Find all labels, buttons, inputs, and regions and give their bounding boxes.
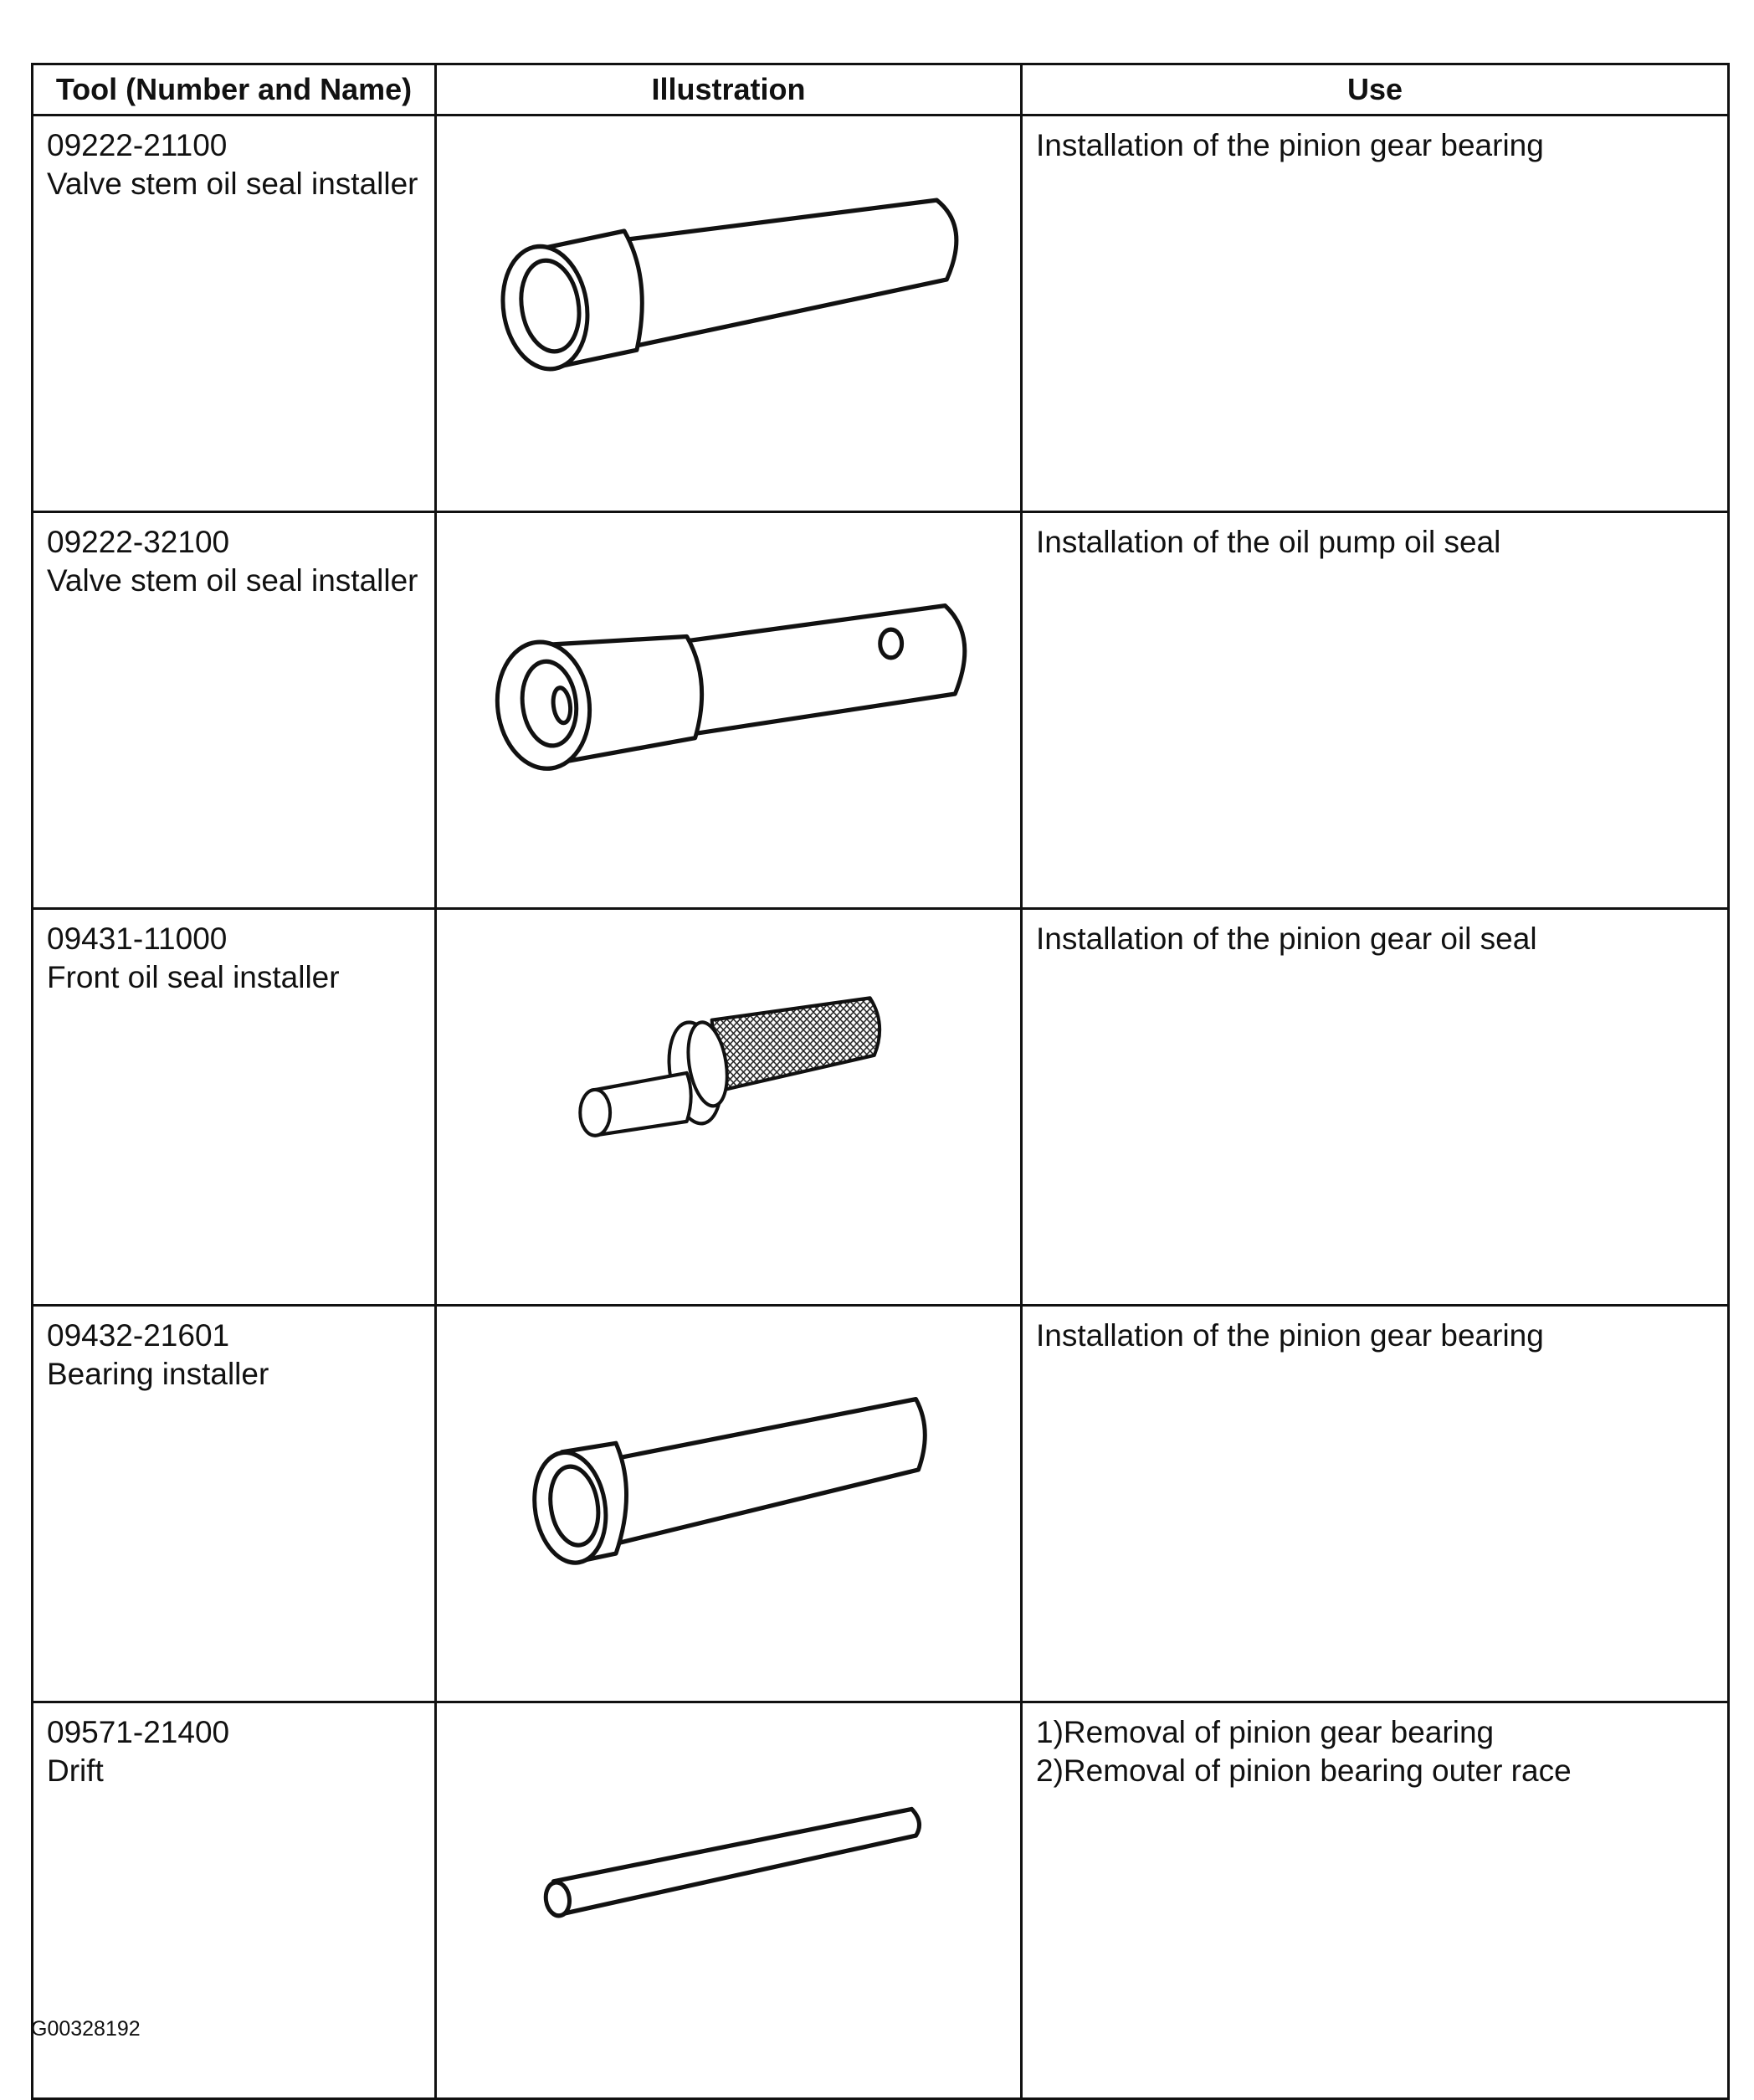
special-tools-table bbox=[31, 63, 1730, 2100]
table-row bbox=[33, 1306, 1729, 1702]
use-cell bbox=[1022, 909, 1729, 1306]
front-oil-seal-installer-icon bbox=[437, 910, 1020, 1304]
tool-name: Valve stem oil seal installer bbox=[47, 563, 418, 598]
table-row bbox=[33, 1702, 1729, 2099]
use-cell bbox=[1022, 116, 1729, 512]
table-header-row bbox=[33, 64, 1729, 116]
table-row bbox=[33, 512, 1729, 909]
tool-name: Valve stem oil seal installer bbox=[47, 167, 418, 201]
figure-code: G00328192 bbox=[31, 2017, 141, 2041]
table-row bbox=[33, 116, 1729, 512]
drift-icon bbox=[437, 1703, 1020, 2097]
header-tool: Tool (Number and Name) bbox=[33, 64, 436, 116]
use-cell bbox=[1022, 512, 1729, 909]
header-use: Use bbox=[1022, 64, 1729, 116]
tool-name: Front oil seal installer bbox=[47, 960, 340, 994]
use-text: 1)Removal of pinion gear bearing bbox=[1036, 1715, 1495, 1749]
use-text: Installation of the pinion gear oil seal bbox=[1036, 922, 1537, 956]
tool-cell bbox=[33, 1306, 436, 1702]
use-cell bbox=[1022, 1702, 1729, 2099]
tool-cell bbox=[33, 512, 436, 909]
tool-cell bbox=[33, 116, 436, 512]
use-cell bbox=[1022, 1306, 1729, 1702]
tool-cell bbox=[33, 909, 436, 1306]
valve-stem-seal-installer-icon bbox=[437, 116, 1020, 511]
use-text: 2)Removal of pinion bearing outer race bbox=[1036, 1753, 1572, 1788]
valve-stem-seal-installer-with-hole-icon bbox=[437, 513, 1020, 907]
illustration-cell bbox=[436, 512, 1022, 909]
illustration-cell bbox=[436, 909, 1022, 1306]
illustration-cell bbox=[436, 116, 1022, 512]
header-illustration: Illustration bbox=[436, 64, 1022, 116]
use-text: Installation of the pinion gear bearing bbox=[1036, 128, 1544, 162]
tool-number: 09432-21601 bbox=[47, 1318, 230, 1353]
use-text: Installation of the pinion gear bearing bbox=[1036, 1318, 1544, 1353]
tool-name: Bearing installer bbox=[47, 1357, 269, 1391]
tool-name: Drift bbox=[47, 1753, 104, 1788]
bearing-installer-icon bbox=[437, 1307, 1020, 1701]
tool-number: 09222-32100 bbox=[47, 525, 230, 559]
tool-number: 09431-11000 bbox=[47, 922, 228, 956]
illustration-cell bbox=[436, 1306, 1022, 1702]
tool-number: 09222-21100 bbox=[47, 128, 228, 162]
use-text: Installation of the oil pump oil seal bbox=[1036, 525, 1501, 559]
table-row bbox=[33, 909, 1729, 1306]
illustration-cell bbox=[436, 1702, 1022, 2099]
tool-number: 09571-21400 bbox=[47, 1715, 230, 1749]
